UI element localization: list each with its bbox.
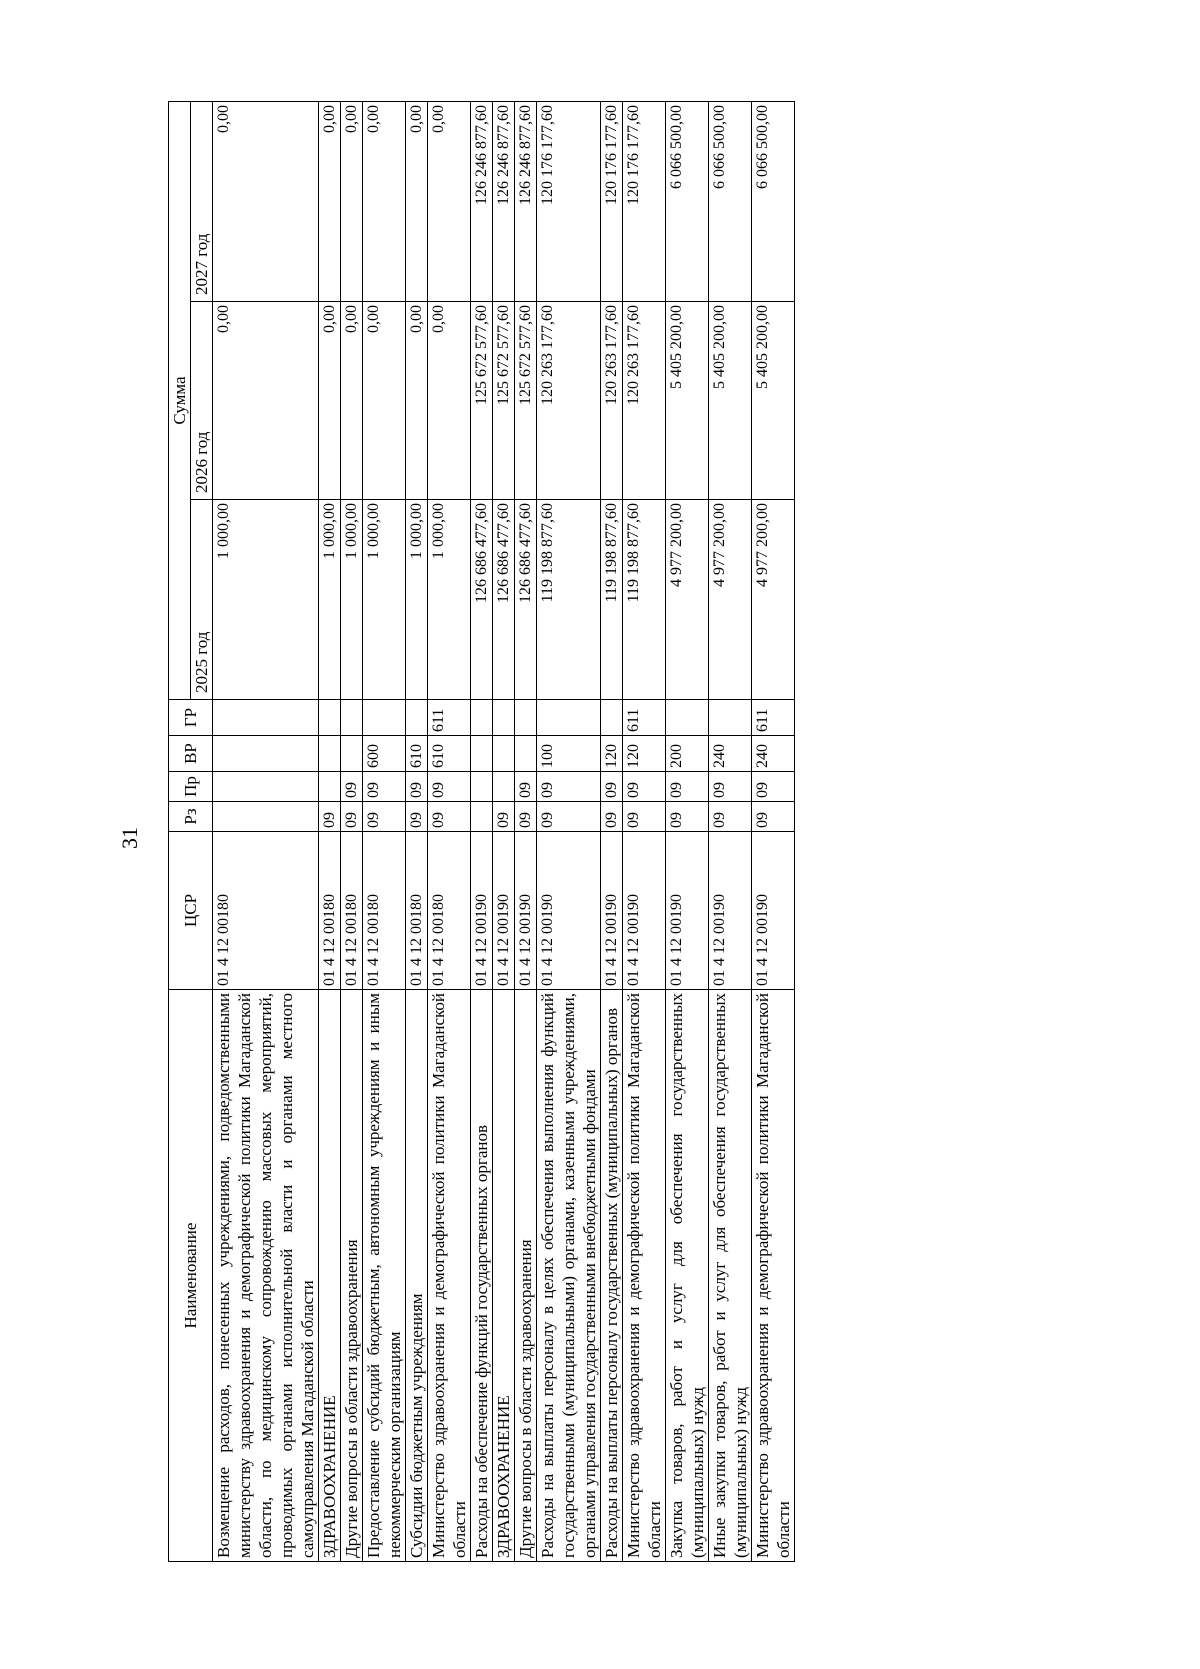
cell-vr xyxy=(471,736,493,772)
cell-rz: 09 xyxy=(623,802,666,832)
page-number: 31 xyxy=(117,827,142,849)
cell-csr: 01 4 12 00180 xyxy=(319,832,341,990)
cell-vr: 610 xyxy=(428,736,471,772)
cell-csr: 01 4 12 00190 xyxy=(515,832,537,990)
cell-csr: 01 4 12 00190 xyxy=(601,832,623,990)
cell-gr xyxy=(213,700,319,736)
cell-name: Возмещение расходов, понесенных учреждениями, подведомственными министерству здравоохранения и демографической политики Магаданской области, по медицинскому сопровождению массовых мероприятий, проводимых органами исполнительной власти и органами местного самоуправления Магаданской области xyxy=(213,990,319,1562)
cell-name: ЗДРАВООХРАНЕНИЕ xyxy=(319,990,341,1562)
table-row xyxy=(623,101,666,1561)
cell-sum-2026: 120 263 177,60 xyxy=(601,302,623,500)
cell-sum-2025: 4 977 200,00 xyxy=(709,500,752,700)
cell-sum-2025: 119 198 877,60 xyxy=(601,500,623,700)
cell-sum-2026: 125 672 577,60 xyxy=(493,302,515,500)
cell-sum-2026: 0,00 xyxy=(406,302,428,500)
table-row xyxy=(341,101,363,1561)
cell-csr: 01 4 12 00180 xyxy=(363,832,406,990)
table-row xyxy=(537,101,601,1561)
cell-sum-2025: 126 686 477,60 xyxy=(515,500,537,700)
cell-sum-2025: 126 686 477,60 xyxy=(471,500,493,700)
cell-sum-2026: 0,00 xyxy=(363,302,406,500)
cell-sum-2027: 126 246 877,60 xyxy=(471,101,493,301)
cell-name: Расходы на обеспечение функций государственных органов xyxy=(471,990,493,1562)
cell-csr: 01 4 12 00190 xyxy=(623,832,666,990)
cell-gr xyxy=(363,700,406,736)
cell-pr: 09 xyxy=(666,772,709,802)
cell-name: Расходы на выплаты персоналу в целях обеспечения выполнения функций государственными (муниципальными) органами, казенными учреждениями, органами управления государственными внебюджетными фондами xyxy=(537,990,601,1562)
cell-sum-2026: 5 405 200,00 xyxy=(666,302,709,500)
cell-csr: 01 4 12 00190 xyxy=(471,832,493,990)
cell-gr: 611 xyxy=(623,700,666,736)
cell-sum-2026: 125 672 577,60 xyxy=(515,302,537,500)
cell-csr: 01 4 12 00190 xyxy=(537,832,601,990)
cell-pr: 09 xyxy=(709,772,752,802)
cell-sum-2027: 0,00 xyxy=(319,101,341,301)
table-row xyxy=(493,101,515,1561)
cell-gr xyxy=(471,700,493,736)
header-row-1 xyxy=(169,101,191,1561)
cell-name: Расходы на выплаты персоналу государственных (муниципальных) органов xyxy=(601,990,623,1562)
cell-sum-2026: 125 672 577,60 xyxy=(471,302,493,500)
cell-vr xyxy=(213,736,319,772)
cell-vr: 100 xyxy=(537,736,601,772)
table-row xyxy=(709,101,752,1561)
cell-sum-2027: 0,00 xyxy=(213,101,319,301)
cell-csr: 01 4 12 00180 xyxy=(406,832,428,990)
cell-gr xyxy=(493,700,515,736)
header-name: Наименование xyxy=(169,990,213,1562)
table-row xyxy=(319,101,341,1561)
cell-rz: 09 xyxy=(363,802,406,832)
cell-vr xyxy=(515,736,537,772)
cell-rz: 09 xyxy=(341,802,363,832)
cell-sum-2027: 120 176 177,60 xyxy=(537,101,601,301)
cell-sum-2025: 4 977 200,00 xyxy=(752,500,795,700)
cell-csr: 01 4 12 00190 xyxy=(493,832,515,990)
cell-pr: 09 xyxy=(428,772,471,802)
cell-gr xyxy=(341,700,363,736)
cell-gr xyxy=(666,700,709,736)
cell-name: Министерство здравоохранения и демографической политики Магаданской области xyxy=(623,990,666,1562)
cell-rz: 09 xyxy=(515,802,537,832)
cell-sum-2027: 120 176 177,60 xyxy=(601,101,623,301)
cell-sum-2027: 6 066 500,00 xyxy=(752,101,795,301)
cell-sum-2025: 1 000,00 xyxy=(213,500,319,700)
cell-gr: 611 xyxy=(428,700,471,736)
header-pr: Пр xyxy=(169,772,213,802)
cell-csr: 01 4 12 00180 xyxy=(341,832,363,990)
cell-vr xyxy=(493,736,515,772)
cell-sum-2027: 120 176 177,60 xyxy=(623,101,666,301)
cell-vr: 610 xyxy=(406,736,428,772)
header-year-2026: 2026 год xyxy=(191,302,213,500)
cell-name: ЗДРАВООХРАНЕНИЕ xyxy=(493,990,515,1562)
cell-pr: 09 xyxy=(406,772,428,802)
cell-sum-2026: 0,00 xyxy=(213,302,319,500)
cell-sum-2026: 5 405 200,00 xyxy=(752,302,795,500)
table-row xyxy=(752,101,795,1561)
cell-gr xyxy=(406,700,428,736)
table-row xyxy=(428,101,471,1561)
header-year-2027: 2027 год xyxy=(191,101,213,301)
table-body xyxy=(213,101,795,1561)
table-row xyxy=(471,101,493,1561)
cell-sum-2026: 0,00 xyxy=(428,302,471,500)
table-row xyxy=(406,101,428,1561)
header-year-2025: 2025 год xyxy=(191,500,213,700)
cell-gr xyxy=(319,700,341,736)
cell-rz: 09 xyxy=(601,802,623,832)
cell-rz: 09 xyxy=(319,802,341,832)
cell-sum-2025: 119 198 877,60 xyxy=(623,500,666,700)
cell-csr: 01 4 12 00180 xyxy=(428,832,471,990)
cell-sum-2025: 1 000,00 xyxy=(428,500,471,700)
cell-sum-2025: 4 977 200,00 xyxy=(666,500,709,700)
cell-gr: 611 xyxy=(752,700,795,736)
cell-vr: 600 xyxy=(363,736,406,772)
cell-rz: 09 xyxy=(709,802,752,832)
cell-pr xyxy=(213,772,319,802)
cell-vr: 120 xyxy=(623,736,666,772)
header-gr: ГР xyxy=(169,700,213,736)
cell-rz: 09 xyxy=(752,802,795,832)
table-row xyxy=(601,101,623,1561)
cell-name: Закупка товаров, работ и услуг для обеспечения государственных (муниципальных) нужд xyxy=(666,990,709,1562)
cell-sum-2025: 1 000,00 xyxy=(406,500,428,700)
cell-csr: 01 4 12 00190 xyxy=(666,832,709,990)
cell-rz: 09 xyxy=(537,802,601,832)
cell-vr xyxy=(319,736,341,772)
cell-pr xyxy=(471,772,493,802)
cell-pr: 09 xyxy=(363,772,406,802)
cell-csr: 01 4 12 00180 xyxy=(213,832,319,990)
cell-name: Другие вопросы в области здравоохранения xyxy=(341,990,363,1562)
cell-gr xyxy=(537,700,601,736)
header-sum: Сумма xyxy=(169,101,191,699)
cell-gr xyxy=(601,700,623,736)
cell-pr xyxy=(319,772,341,802)
cell-sum-2025: 126 686 477,60 xyxy=(493,500,515,700)
table-row xyxy=(515,101,537,1561)
cell-sum-2027: 6 066 500,00 xyxy=(666,101,709,301)
budget-table xyxy=(168,101,795,1562)
cell-sum-2027: 126 246 877,60 xyxy=(493,101,515,301)
cell-rz: 09 xyxy=(493,802,515,832)
cell-sum-2027: 0,00 xyxy=(428,101,471,301)
cell-pr: 09 xyxy=(752,772,795,802)
cell-name: Предоставление субсидий бюджетным, автономным учреждениям и иным некоммерческим организациям xyxy=(363,990,406,1562)
cell-sum-2027: 0,00 xyxy=(363,101,406,301)
header-csr: ЦСР xyxy=(169,832,213,990)
cell-sum-2027: 0,00 xyxy=(341,101,363,301)
cell-sum-2027: 6 066 500,00 xyxy=(709,101,752,301)
cell-sum-2025: 1 000,00 xyxy=(319,500,341,700)
table-header xyxy=(169,101,213,1561)
cell-sum-2027: 0,00 xyxy=(406,101,428,301)
cell-sum-2025: 119 198 877,60 xyxy=(537,500,601,700)
cell-gr xyxy=(515,700,537,736)
cell-vr: 200 xyxy=(666,736,709,772)
cell-csr: 01 4 12 00190 xyxy=(752,832,795,990)
cell-rz: 09 xyxy=(406,802,428,832)
cell-pr: 09 xyxy=(601,772,623,802)
cell-sum-2026: 120 263 177,60 xyxy=(623,302,666,500)
cell-sum-2026: 0,00 xyxy=(319,302,341,500)
cell-name: Другие вопросы в области здравоохранения xyxy=(515,990,537,1562)
cell-sum-2026: 5 405 200,00 xyxy=(709,302,752,500)
cell-sum-2025: 1 000,00 xyxy=(363,500,406,700)
table-row xyxy=(213,101,319,1561)
cell-csr: 01 4 12 00190 xyxy=(709,832,752,990)
cell-rz: 09 xyxy=(666,802,709,832)
cell-sum-2027: 126 246 877,60 xyxy=(515,101,537,301)
cell-pr xyxy=(493,772,515,802)
table-row xyxy=(666,101,709,1561)
cell-rz xyxy=(213,802,319,832)
cell-vr xyxy=(341,736,363,772)
cell-gr xyxy=(709,700,752,736)
rotated-page-content xyxy=(168,102,1108,1562)
cell-vr: 120 xyxy=(601,736,623,772)
cell-name: Иные закупки товаров, работ и услуг для обеспечения государственных (муниципальных) нужд xyxy=(709,990,752,1562)
cell-sum-2025: 1 000,00 xyxy=(341,500,363,700)
cell-pr: 09 xyxy=(537,772,601,802)
cell-vr: 240 xyxy=(752,736,795,772)
table-row xyxy=(363,101,406,1561)
cell-rz xyxy=(471,802,493,832)
cell-rz: 09 xyxy=(428,802,471,832)
cell-name: Министерство здравоохранения и демографической политики Магаданской области xyxy=(752,990,795,1562)
header-rz: Рз xyxy=(169,802,213,832)
cell-pr: 09 xyxy=(623,772,666,802)
cell-vr: 240 xyxy=(709,736,752,772)
cell-name: Субсидии бюджетным учреждениям xyxy=(406,990,428,1562)
cell-name: Министерство здравоохранения и демографической политики Магаданской области xyxy=(428,990,471,1562)
cell-sum-2026: 120 263 177,60 xyxy=(537,302,601,500)
cell-sum-2026: 0,00 xyxy=(341,302,363,500)
cell-pr: 09 xyxy=(515,772,537,802)
cell-pr: 09 xyxy=(341,772,363,802)
header-vr: ВР xyxy=(169,736,213,772)
